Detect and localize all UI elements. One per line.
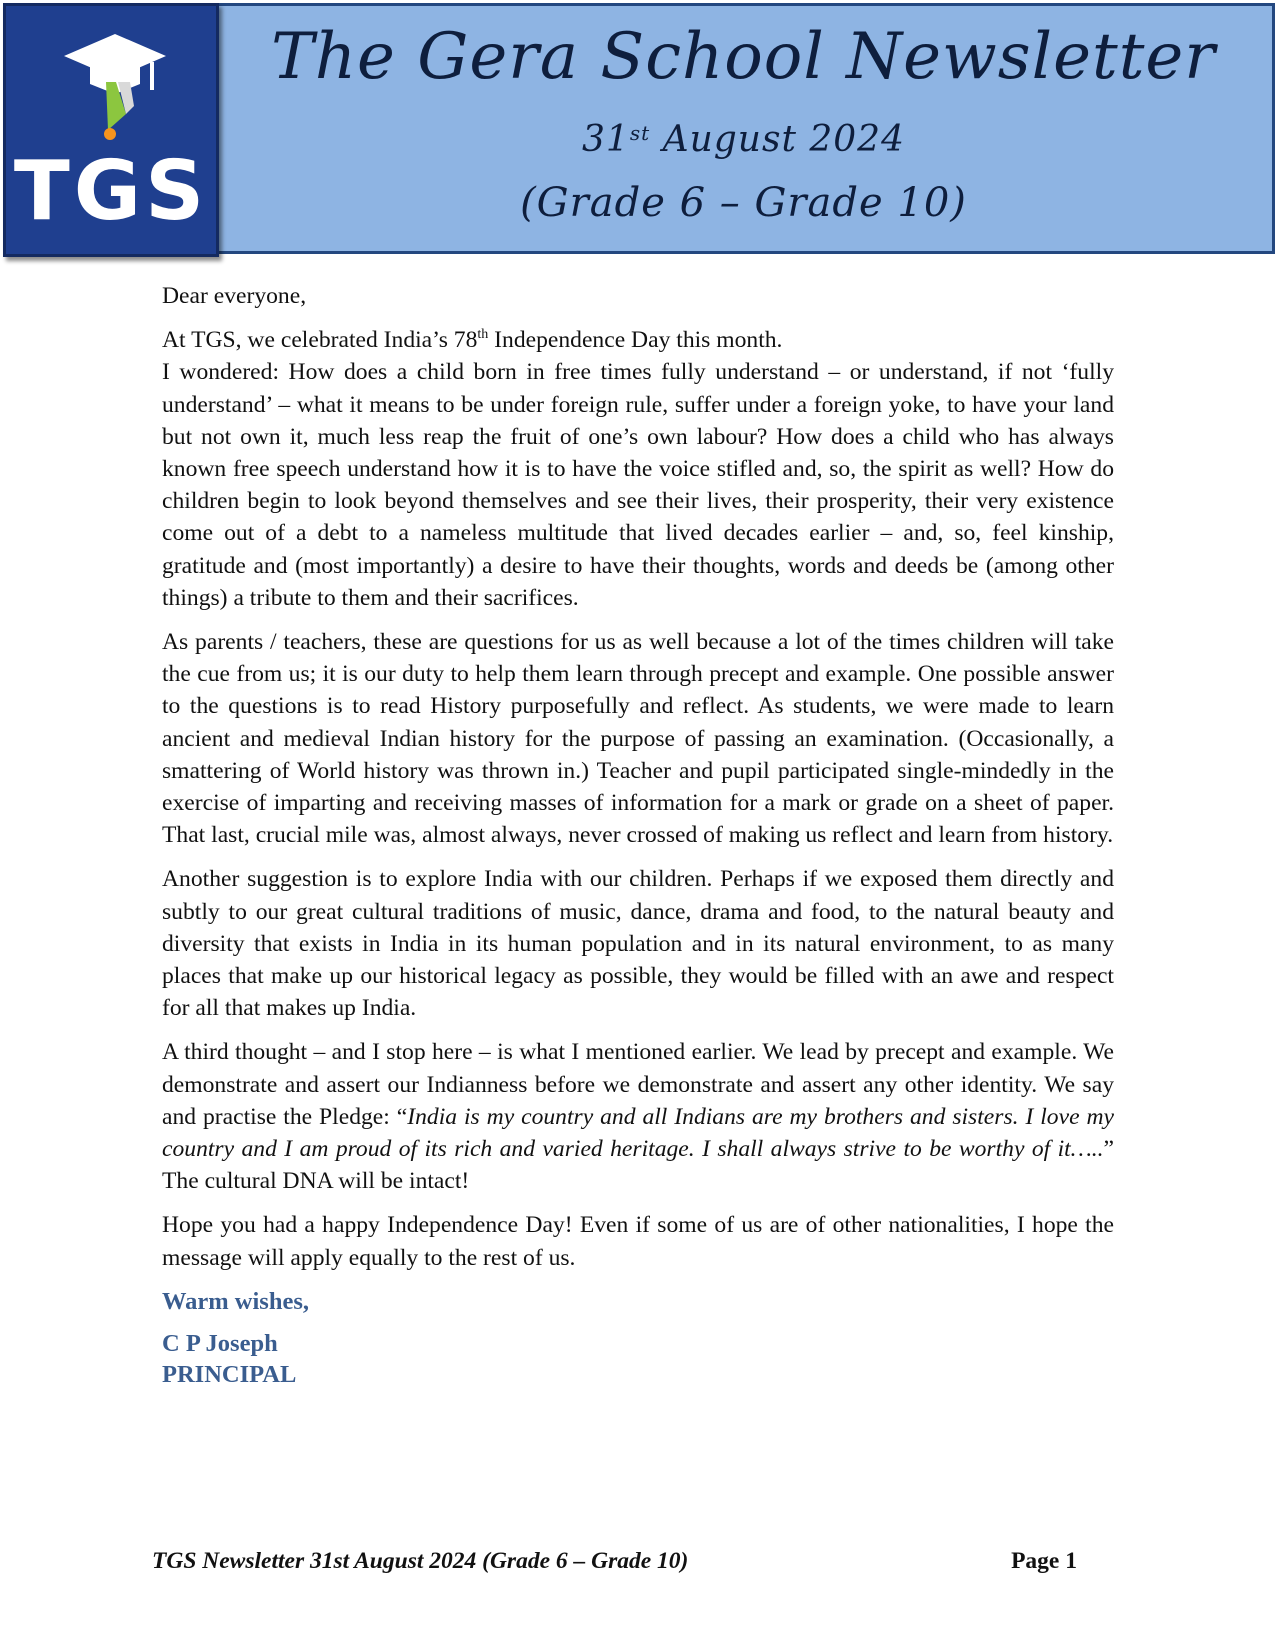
signatory-name: C P Joseph [162,1330,278,1358]
pledge-quote: India is my country and all Indians are my brothers and sisters. I love my country and I am proud of its rich and varied heritage. I shall always strive to be worthy of it….. [162,1103,1114,1163]
header-banner [212,3,1275,254]
signatory-designation: PRINCIPAL [162,1361,297,1389]
paragraph-wishes: Hope you had a happy Independence Day! Even if some of us are of other nationalities, I hope the message will apply equally to the rest of us. [162,1212,1114,1271]
newsletter-grades: (Grade 6 – Grade 10) [520,180,967,226]
closing-line: Warm wishes, [162,1287,309,1315]
newsletter-date: 31st August 2024 [582,119,905,160]
footer-title: TGS Newsletter 31st August 2024 (Grade 6 – Grade 10) [152,1548,689,1574]
school-logo [3,3,219,257]
paragraph-explore-india: Another suggestion is to explore India with our children. Perhaps if we exposed them directly and subtly to our great cultural traditions of music, dance, drama and food, to the natural beauty and diversity that exists in India in its human population and in its natural environment, to as many places that make up our historical legacy as possible, they would be filled with an awe and respect for all that makes up India. [162,866,1114,1022]
paragraph-history: As parents / teachers, these are questions for us as well because a lot of the times children will take the cue from us; it is our duty to help them learn through precept and example. One possible answer to the questions is to read History purposefully and reflect. As students, we were made to learn ancient and medieval Indian history for the purpose of passing an examination. (Occasionally, a smattering of World history was thrown in.) Teacher and pupil participated single-mindedly in the exercise of imparting and receiving masses of information for a mark or grade on a sheet of paper. That last, crucial mile was, almost always, never crossed of making us reflect and learn from history. [162,629,1114,849]
paragraph-independence-day: At TGS, we celebrated India’s 78th Independence Day this month. [162,327,783,354]
letter-body [162,280,1114,1390]
paragraph-pledge: A third thought – and I stop here – is what I mentioned earlier. We lead by precept and example. We demonstrate and assert our Indianness before we demonstrate and assert any other identity. We say and practise the Pledge: “India is my country and all Indians are my brothers and sisters. I love my country and I am proud of its rich and varied heritage. I shall always strive to be worthy of it…..” The cultural DNA will be intact! [162,1039,1114,1195]
newsletter-title: The Gera School Newsletter [271,20,1216,94]
paragraph-questions: I wondered: How does a child born in free times fully understand – or understand, if not ‘fully understand’ – what it means to be under foreign rule, suffer under a foreign yoke, to have your land but not own it, much less reap the fruit of one’s own labour? How does a child who has always known free speech understand how it is to have the voice stifled and, so, the spirit as well? How do children begin to look beyond themselves and see their lives, their prosperity, their very existence come out of a debt to a nameless multitude that lived decades earlier – and, so, feel kinship, gratitude and (most importantly) a desire to have their thoughts, words and deeds be (among other things) a tribute to them and their sacrifices. [162,359,1114,611]
salutation: Dear everyone, [162,283,307,309]
graduation-cap-icon [60,32,170,142]
page-number: Page 1 [1011,1548,1077,1574]
logo-text: TGS [13,144,209,239]
